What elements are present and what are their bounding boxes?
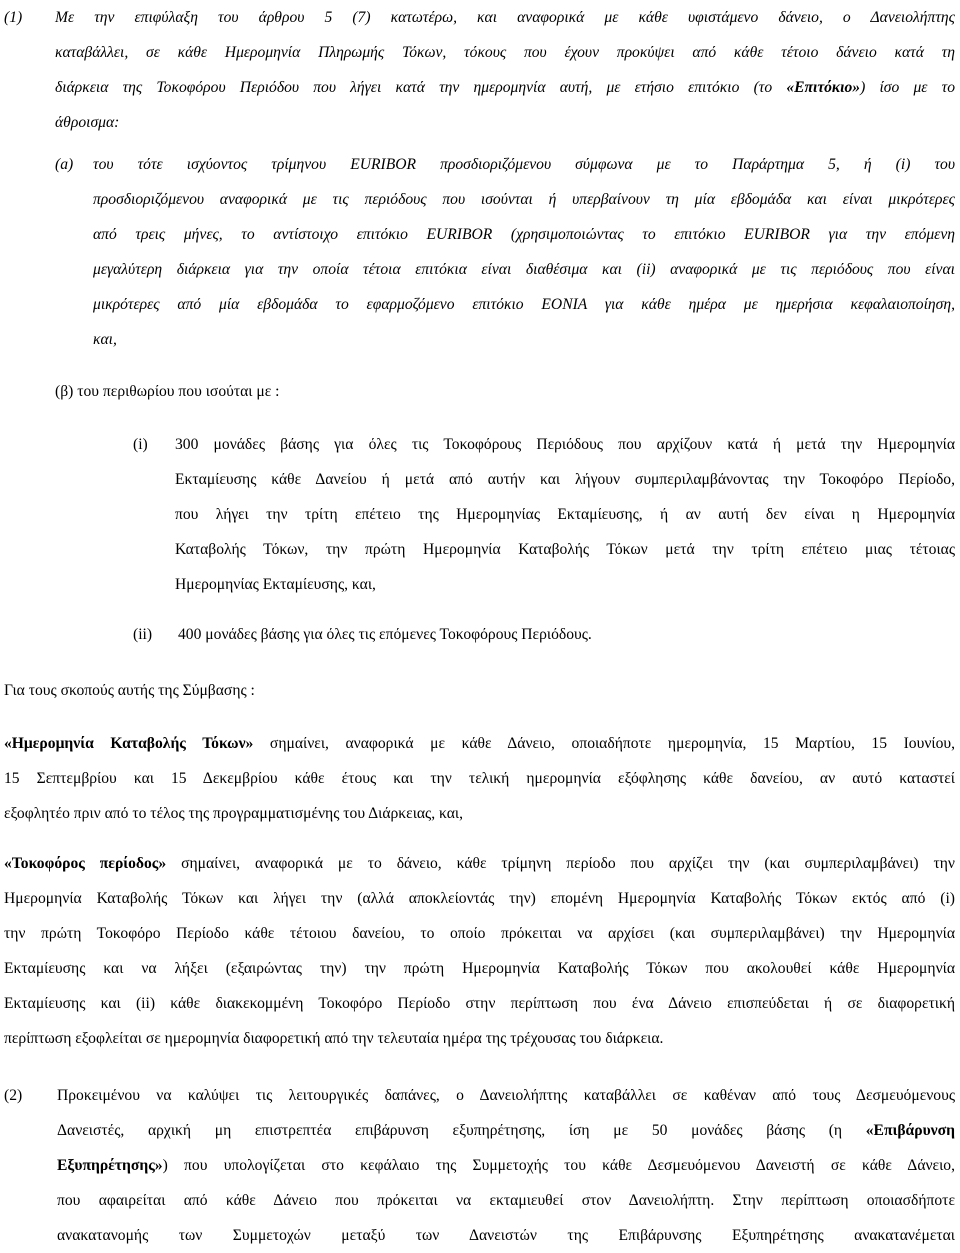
clause-1-line: διάρκεια της Τοκοφόρου Περιόδου που λήγει κατά την ημερομηνία αυτή, με ετήσιο επιτόκιο (το «Επιτόκιο») ίσο με το [55, 79, 955, 96]
item-b-i-text [175, 427, 955, 602]
item-a-line: και, [93, 331, 117, 348]
definition-interest-payment-date [4, 726, 955, 831]
clause-2-line: Εξυπηρέτησης») που υπολογίζεται στο κεφάλαιο της Συμμετοχής του κάθε Δεσμευόμενου Δανειστή σε κάθε Δάνειο, [57, 1157, 955, 1174]
definition-line: Εκταμίευσης και να λήξει (εξαιρώντας την) την πρώτη Ημερομηνία Καταβολής Τόκων που ακολουθεί κάθε Ημερομηνία [4, 960, 955, 977]
item-a-line: προσδιοριζόμενου αναφορικά με τις περιόδους που ισούνται ή υπερβαίνουν τη μία εβδομάδα και είναι μικρότερες [93, 191, 955, 208]
definition-line: την πρώτη Τοκοφόρο Περίοδο κάθε τέτοιου δανείου, το οποίο πρόκειται να αρχίσει (και συμπεριλαμβάνει) την Ημερομηνία [4, 925, 955, 942]
clause-2-text [57, 1078, 955, 1253]
clause-2-line: που αφαιρείται από κάθε Δάνειο που πρόκειται να εκταμιευθεί στον Δανειολήπτη. Στην περίπτωση οποιασδήποτε [57, 1192, 955, 1209]
clause-1-number: (1) [4, 9, 23, 26]
definition-line: «Τοκοφόρος περίοδος» σημαίνει, αναφορικά με το δάνειο, κάθε τρίμηνη περίοδο που αρχίζει την (και συμπεριλαμβάνει) την [4, 855, 955, 872]
definition-line: Ημερομηνία Καταβολής Τόκων και λήγει την (αλλά αποκλείοντάς την) επομένη Ημερομηνία Καταβολής Τόκων εκτός από (i) [4, 890, 955, 907]
definition-line: περίπτωση εξοφλείται σε ημερομηνία διαφορετική από την τελευταία ημέρα της τρέχουσας του διάρκεια. [4, 1030, 664, 1047]
term-service-fee-cont: Εξυπηρέτησης» [57, 1157, 163, 1174]
defined-term: «Τοκοφόρος περίοδος» [4, 855, 167, 872]
item-a-line: του τότε ισχύοντος τρίμηνου EURIBOR προσδιοριζόμενου σύμφωνα με το Παράρτημα 5, ή (i) του [93, 156, 955, 173]
purpose-heading: Για τους σκοπούς αυτής της Σύμβασης : [4, 682, 255, 699]
item-a-label: (a) [55, 156, 74, 173]
item-b-i-line: Καταβολής Τόκων, την πρώτη Ημερομηνία Καταβολής Τόκων μετά την τρίτη επέτειο μιας τέτοιας [175, 541, 955, 558]
item-a-line: από τρεις μήνες, το αντίστοιχο επιτόκιο EURIBOR (χρησιμοποιώντας το επιτόκιο EURIBOR για την επόμενη [93, 226, 955, 243]
clause-1-line: Με την επιφύλαξη του άρθρου 5 (7) κατωτέρω, και αναφορικά με κάθε υφιστάμενο δάνειο, ο Δανειολήπτης [55, 9, 955, 26]
clause-1-line: άθροισμα: [55, 114, 120, 131]
item-b-i-line: Ημερομηνίας Εκταμίευσης, και, [175, 576, 376, 593]
clause-2-line: ανακατανομής των Συμμετοχών μεταξύ των Δανειστών της Επιβάρυνσης Εξυπηρέτησης ανακατανέμεται [57, 1227, 955, 1244]
item-a-line: μεγαλύτερη διάρκεια για την οποία τέτοια επιτόκια είναι διαθέσιμα και (ii) αναφορικά με τις περιόδους που είναι [93, 261, 955, 278]
definition-line: Εκταμίευσης και (ii) κάθε διακεκομμένη Τοκοφόρο Περίοδο στην περίπτωση που ένα Δάνειο επισπεύδεται ή σε διαφορετική [4, 995, 955, 1012]
definition-interest-period [4, 846, 955, 1056]
clause-2-line: Δανειστές, αρχική μη επιστρεπτέα επιβάρυνση εξυπηρέτησης, ίση με 50 μονάδες βάσης (η «Επιβάρυνση [57, 1122, 955, 1139]
defined-term: «Ημερομηνία Καταβολής Τόκων» [4, 735, 254, 752]
item-b-i-number: (i) [133, 436, 148, 453]
item-b-i-line: που λήγει την τρίτη επέτειο της Ημερομηνίας Εκταμίευσης, ή αν αυτή δεν είναι η Ημερομηνία [175, 506, 955, 523]
clause-1-intro [55, 0, 955, 140]
item-b-label: (β) του περιθωρίου που ισούται με : [55, 383, 280, 400]
item-b-i-line: Εκταμίευσης κάθε Δανείου ή μετά από αυτήν και λήγουν συμπεριλαμβάνοντας την Τοκοφόρο Περίοδο, [175, 471, 955, 488]
item-b-i-line: 300 μονάδες βάσης για όλες τις Τοκοφόρους Περιόδους που αρχίζουν κατά ή μετά την Ημερομηνία [175, 436, 955, 453]
item-b-ii-text: 400 μονάδες βάσης για όλες τις επόμενες Τοκοφόρους Περιόδους. [178, 626, 592, 643]
item-a-text [93, 147, 955, 357]
item-a-line: μικρότερες από μία εβδομάδα το εφαρμοζόμενο επιτόκιο EONIA για κάθε ημέρα με ημερήσια κεφαλαιοποίηση, [93, 296, 955, 313]
definition-line: εξοφλητέο πριν από το τέλος της προγραμματισμένης του Διάρκειας, και, [4, 805, 464, 822]
clause-2-line: Προκειμένου να καλύψει τις λειτουργικές δαπάνες, ο Δανειολήπτης καταβάλλει σε καθέναν από τους Δεσμευόμενους [57, 1087, 955, 1104]
clause-2-number: (2) [4, 1087, 23, 1104]
item-b-ii-number: (ii) [133, 626, 153, 643]
term-service-fee: «Επιβάρυνση [865, 1122, 955, 1139]
definition-line: 15 Σεπτεμβρίου και 15 Δεκεμβρίου κάθε έτους και την τελική ημερομηνία εξόφλησης κάθε δανείου, αν αυτό καταστεί [4, 770, 955, 787]
term-interest-rate: «Επιτόκιο» [786, 79, 861, 96]
clause-1-line: καταβάλλει, σε κάθε Ημερομηνία Πληρωμής Τόκων, τόκους που έχουν προκύψει από κάθε τέτοιο δάνειο κατά τη [55, 44, 955, 61]
definition-line: «Ημερομηνία Καταβολής Τόκων» σημαίνει, αναφορικά με κάθε Δάνειο, οποιαδήποτε ημερομηνία, 15 Μαρτίου, 15 Ιουνίου, [4, 735, 955, 752]
